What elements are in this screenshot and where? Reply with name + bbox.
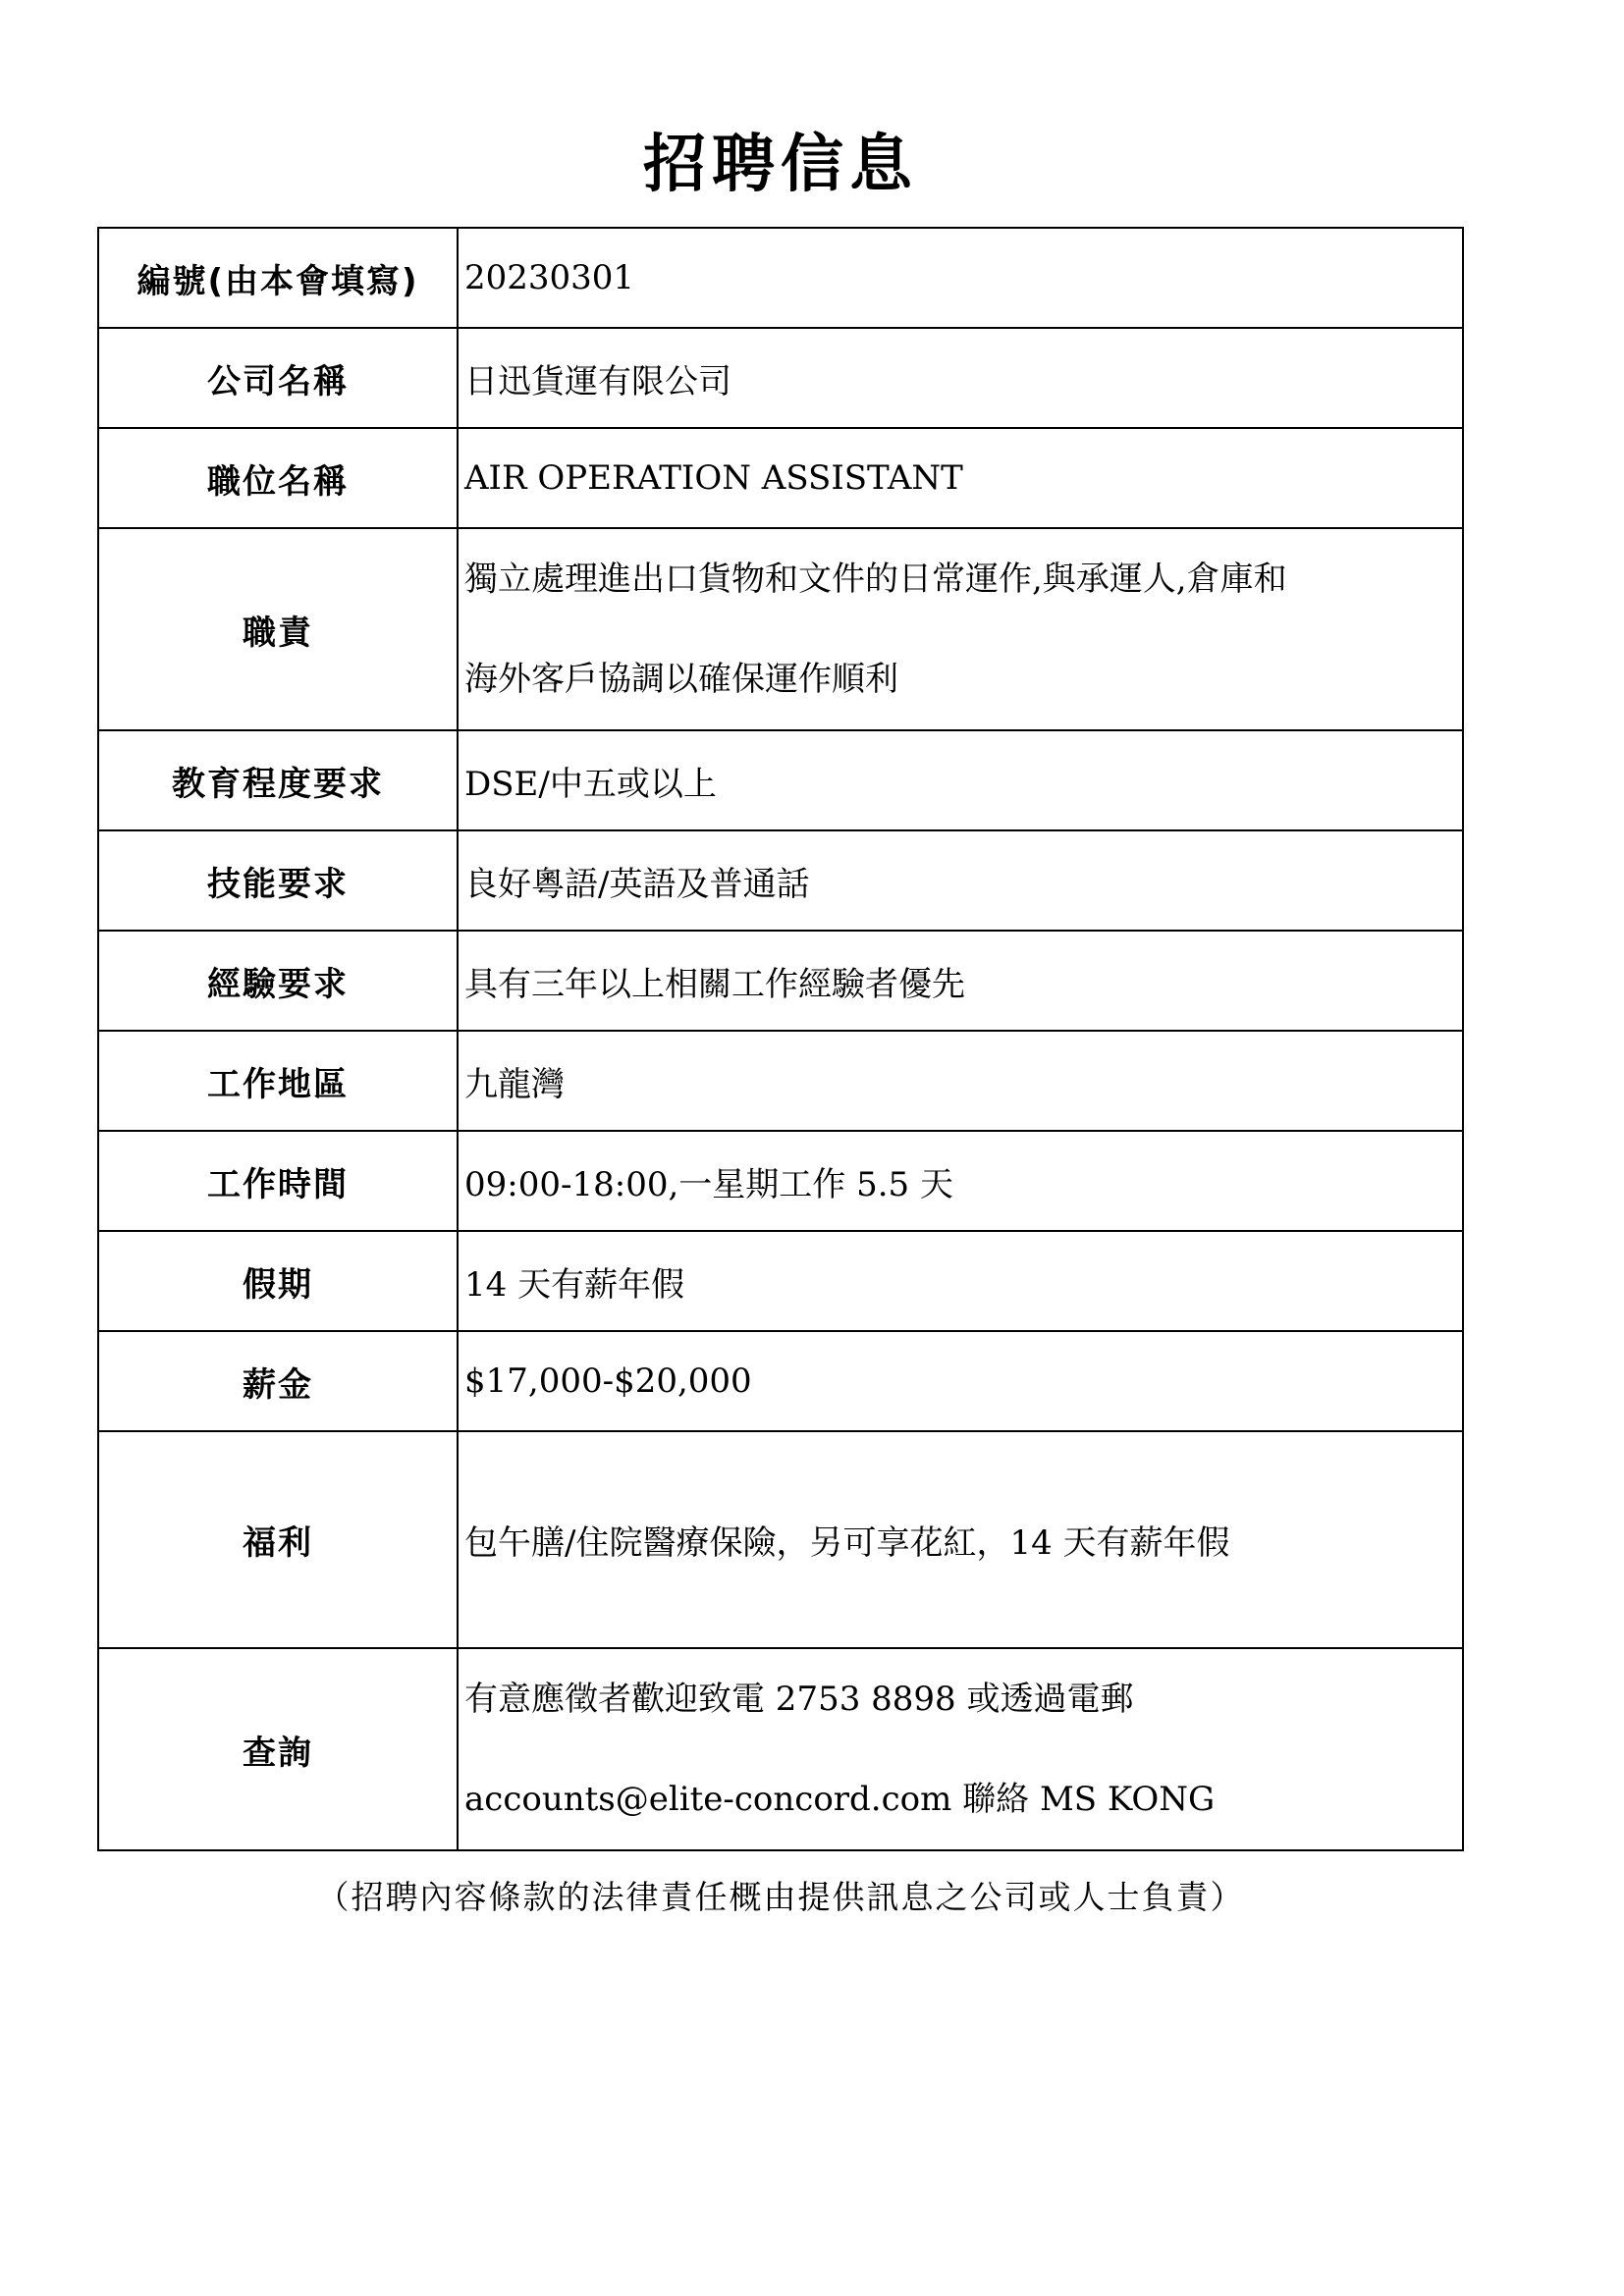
value-line: 具有三年以上相關工作經驗者優先 [464, 964, 965, 1004]
table-row-holidays [98, 1231, 1463, 1331]
label-skills: 技能要求 [98, 830, 458, 931]
table-row-work-location [98, 1031, 1463, 1131]
label-enquiries: 查詢 [98, 1648, 458, 1850]
label-job-title: 職位名稱 [98, 428, 458, 528]
label-work-location: 工作地區 [98, 1031, 458, 1131]
label-duties: 職責 [98, 528, 458, 730]
label-work-hours: 工作時間 [98, 1131, 458, 1231]
value-line: DSE/中五或以上 [464, 764, 717, 804]
table-row-enquiries [98, 1648, 1463, 1850]
value-line: 獨立處理進出口貨物和文件的日常運作,與承運人,倉庫和 [464, 560, 1287, 599]
label-salary: 薪金 [98, 1331, 458, 1431]
value-company-name [458, 328, 1463, 428]
value-line: 日迅貨運有限公司 [464, 361, 731, 401]
value-reference-number [458, 228, 1463, 328]
table-row-education [98, 730, 1463, 830]
value-experience [458, 931, 1463, 1031]
disclaimer-note: （招聘內容條款的法律責任概由提供訊息之公司或人士負責） [316, 1878, 1245, 1916]
value-line: 14 天有薪年假 [464, 1264, 685, 1305]
table-row-benefits [98, 1431, 1463, 1648]
label-reference-number: 編號(由本會填寫) [98, 228, 458, 328]
table-row-duties [98, 528, 1463, 730]
table-row-job-title [98, 428, 1463, 528]
value-work-hours [458, 1131, 1463, 1231]
value-holidays [458, 1231, 1463, 1331]
value-line: 九龍灣 [464, 1064, 565, 1104]
value-job-title [458, 428, 1463, 528]
value-line: 良好粵語/英語及普通話 [464, 864, 810, 904]
table-row-reference-number [98, 228, 1463, 328]
value-duties [458, 528, 1463, 730]
value-line: 20230301 [464, 258, 635, 297]
table-row-experience [98, 931, 1463, 1031]
value-enquiries [458, 1648, 1463, 1850]
value-line: AIR OPERATION ASSISTANT [464, 458, 963, 498]
value-skills [458, 830, 1463, 931]
value-line: 有意應徵者歡迎致電 2753 8898 或透過電郵 [464, 1680, 1134, 1719]
label-benefits: 福利 [98, 1431, 458, 1648]
label-experience: 經驗要求 [98, 931, 458, 1031]
page-title: 招聘信息 [643, 129, 918, 201]
value-line: $17,000-$20,000 [464, 1362, 752, 1401]
label-holidays: 假期 [98, 1231, 458, 1331]
label-education: 教育程度要求 [98, 730, 458, 830]
table-row-work-hours [98, 1131, 1463, 1231]
label-company-name: 公司名稱 [98, 328, 458, 428]
value-line: 包午膳/住院醫療保險，另可享花紅，14 天有薪年假 [464, 1523, 1230, 1563]
table-row-salary [98, 1331, 1463, 1431]
value-line: 海外客戶協調以確保運作順利 [464, 660, 898, 699]
value-education [458, 730, 1463, 830]
table-row-company-name [98, 328, 1463, 428]
value-benefits [458, 1431, 1463, 1648]
job-info-table [97, 227, 1464, 1851]
value-work-location [458, 1031, 1463, 1131]
table-row-skills [98, 830, 1463, 931]
value-salary [458, 1331, 1463, 1431]
value-line: 09:00-18:00,一星期工作 5.5 天 [464, 1164, 953, 1204]
contact-email-line: accounts@elite-concord.com 聯絡 MS KONG [464, 1780, 1216, 1819]
